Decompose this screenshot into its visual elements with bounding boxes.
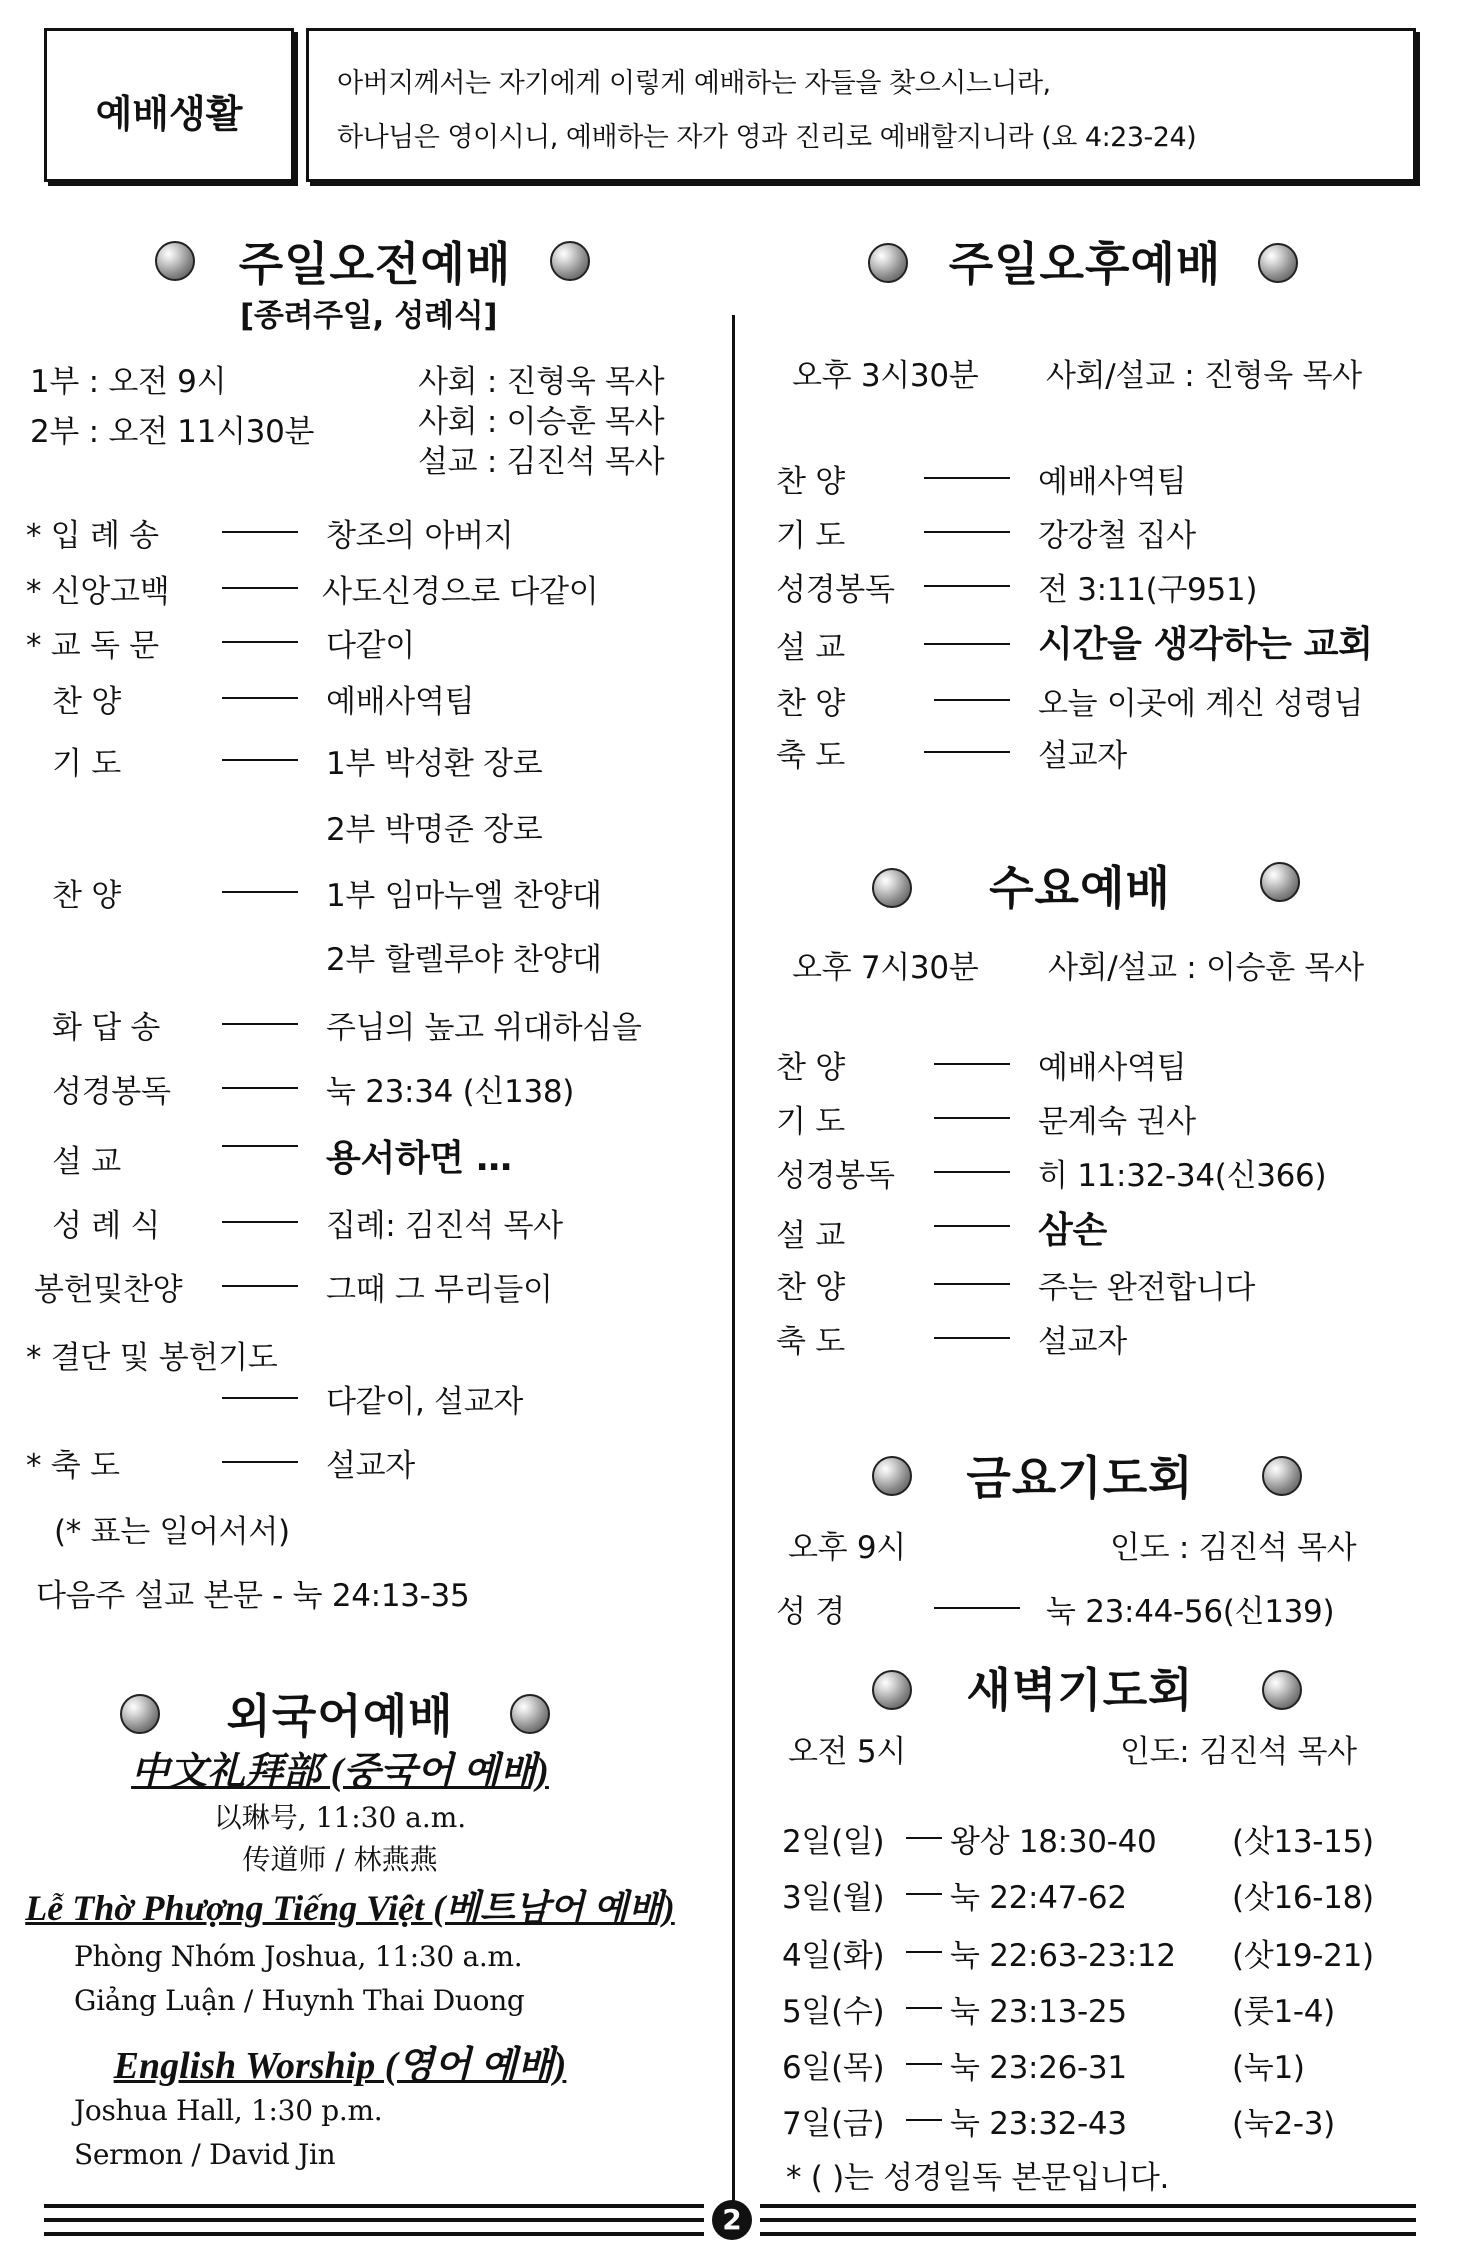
column-divider [732,315,735,2205]
verse-line-2: 하나님은 영이시니, 예배하는 자가 영과 진리로 예배할지니라 (요 4:23-24) [337,122,1197,153]
dash-line [222,697,298,699]
dash-line [934,1283,1010,1285]
dash-line [222,759,298,761]
dash-line [924,477,1010,479]
order-label: 설 교 [52,1144,121,1180]
dawn-leader: 인도: 김진석 목사 [1120,1734,1357,1770]
bullet-ball-icon [1258,243,1298,283]
dawn-ref: (삿13-15) [1232,1824,1374,1860]
order-value-2: 2부 할렐루야 찬양대 [326,942,602,978]
order-label: 화 답 송 [52,1010,161,1046]
dawn-text: 눅 23:13-25 [950,1994,1127,2030]
order-value: 전 3:11(구951) [1038,572,1258,608]
friday-scripture-label: 성 경 [776,1594,845,1630]
dash-line [222,891,298,893]
order-value: 1부 임마누엘 찬양대 [326,878,602,914]
order-label: 성경봉독 [52,1074,171,1110]
sermon-title: 용서하면 … [326,1138,512,1179]
dash-line [934,1607,1020,1609]
order-value: 오늘 이곳에 계신 성령님 [1038,686,1364,722]
order-label: * 입 례 송 [26,518,159,554]
dash-line [924,585,1010,587]
bullet-ball-icon [872,868,912,908]
dash-line [222,1285,298,1287]
order-value: 주님의 높고 위대하심을 [326,1010,642,1046]
order-label: * 교 독 문 [26,628,159,664]
dawn-ref: (눅2-3) [1232,2106,1335,2142]
order-label: 기 도 [776,1104,845,1140]
chinese-worship-title: 中文礼拜部 (중국어 예배) [131,1751,549,1793]
vietnamese-worship-line2: Giảng Luận / Huynh Thai Duong [74,1984,525,2017]
footer-rule-left [44,2218,704,2222]
leader-3: 설교 : 김진석 목사 [418,444,665,480]
dash-line [906,2007,942,2009]
header-title-box [44,28,294,182]
order-label: 성경봉독 [776,1158,895,1194]
dash-line [906,2119,942,2121]
dash-line [934,1337,1010,1339]
bullet-ball-icon [868,243,908,283]
sermon-title: 삼손 [1038,1210,1107,1251]
order-value: 다같이 [326,628,415,664]
dash-line [906,1837,942,1839]
order-label: 설 교 [776,1218,845,1254]
dawn-title: 새벽기도회 [966,1663,1194,1717]
wednesday-leader: 사회/설교 : 이승훈 목사 [1048,950,1364,986]
order-value: 예배사역팀 [1038,1050,1187,1086]
leader-1: 사회 : 진형욱 목사 [418,364,665,400]
bullet-ball-icon [155,241,195,281]
dawn-text: 눅 23:32-43 [950,2106,1127,2142]
dawn-note: * ( )는 성경일독 본문입니다. [786,2160,1170,2196]
dawn-text: 눅 23:26-31 [950,2050,1127,2086]
header-verse-box [306,28,1416,182]
dash-line [222,1087,298,1089]
vietnamese-worship-title: Lễ Thờ Phượng Tiếng Việt (베트남어 예배) [25,1888,675,1928]
order-label: 성 례 식 [52,1208,161,1244]
dawn-ref: (삿16-18) [1232,1880,1374,1916]
order-label: 봉헌및찬양 [34,1272,183,1308]
sunday-afternoon-title: 주일오후예배 [948,237,1222,291]
friday-title: 금요기도회 [966,1451,1194,1505]
footer-rule-right [760,2218,1416,2222]
order-value: 눅 23:34 (신138) [326,1074,575,1110]
dash-line [222,1397,298,1399]
dash-line [934,1117,1010,1119]
order-value: 다같이, 설교자 [326,1384,523,1420]
dash-line [924,643,1010,645]
dash-line [934,699,1010,701]
order-label: 찬 양 [52,684,121,720]
footer-rule-left [44,2232,704,2236]
order-value: 설교자 [1038,1324,1127,1360]
bullet-ball-icon [510,1694,550,1734]
order-label: * 결단 및 봉헌기도 [26,1340,278,1376]
order-value: 예배사역팀 [326,684,475,720]
dash-line [924,751,1010,753]
footer-rule-right [760,2232,1416,2236]
order-label: * 신앙고백 [26,574,170,610]
order-value: 창조의 아버지 [326,518,514,554]
order-value: 그때 그 무리들이 [326,1272,553,1308]
dash-line [934,1063,1010,1065]
order-label: 찬 양 [776,686,845,722]
dash-line [222,1023,298,1025]
dawn-text: 눅 22:63-23:12 [950,1938,1176,1974]
order-value-2: 2부 박명준 장로 [326,812,543,848]
dawn-day: 3일(월) [782,1880,885,1916]
dash-line [222,641,298,643]
dawn-day: 4일(화) [782,1938,885,1974]
dawn-day: 5일(수) [782,1994,885,2030]
dawn-ref: (삿19-21) [1232,1938,1374,1974]
chinese-worship-line2: 传道师 / 林燕燕 [242,1843,438,1876]
service-time-1: 1부 : 오전 9시 [30,364,227,400]
friday-time: 오후 9시 [788,1530,906,1566]
dawn-text: 눅 22:47-62 [950,1880,1127,1916]
order-label: 축 도 [776,738,845,774]
english-worship-line2: Sermon / David Jin [74,2138,336,2171]
dash-line [222,1221,298,1223]
dash-line [906,1951,942,1953]
order-value: 히 11:32-34(신366) [1038,1158,1327,1194]
english-worship-line1: Joshua Hall, 1:30 p.m. [74,2094,383,2127]
order-value: 주는 완전합니다 [1038,1270,1256,1306]
dash-line [222,587,298,589]
dash-line [906,2063,942,2065]
dawn-day: 7일(금) [782,2106,885,2142]
leader-2: 사회 : 이승훈 목사 [418,404,665,440]
order-label: * 축 도 [26,1448,120,1484]
order-label: 찬 양 [776,1270,845,1306]
dash-line [934,1225,1010,1227]
order-label: 성경봉독 [776,572,895,608]
order-label: 기 도 [776,518,845,554]
dash-line [222,1461,298,1463]
order-label: 찬 양 [776,464,845,500]
bullet-ball-icon [1262,1456,1302,1496]
sunday-morning-title: 주일오전예배 [238,237,512,291]
order-label: 설 교 [776,630,845,666]
order-value: 강강철 집사 [1038,518,1196,554]
order-value: 예배사역팀 [1038,464,1187,500]
dawn-ref: (눅1) [1232,2050,1305,2086]
bullet-ball-icon [872,1670,912,1710]
dawn-day: 6일(목) [782,2050,885,2086]
english-worship-title: English Worship (영어 예배) [113,2045,567,2087]
footer-rule-right [760,2204,1416,2208]
dawn-time: 오전 5시 [788,1734,906,1770]
bullet-ball-icon [1260,862,1300,902]
page-number: 2 [712,2200,752,2240]
sermon-title: 시간을 생각하는 교회 [1038,624,1373,665]
afternoon-time: 오후 3시30분 [792,358,979,394]
dawn-text: 왕상 18:30-40 [950,1824,1157,1860]
dash-line [222,1145,298,1147]
bullet-ball-icon [1262,1670,1302,1710]
bullet-ball-icon [120,1694,160,1734]
order-label: 기 도 [52,746,121,782]
dash-line [934,1171,1010,1173]
order-value: 집례: 김진석 목사 [326,1208,563,1244]
bullet-ball-icon [550,241,590,281]
order-value: 문계숙 권사 [1038,1104,1196,1140]
order-label: 축 도 [776,1324,845,1360]
order-value: 설교자 [326,1448,415,1484]
dawn-ref: (룻1-4) [1232,1994,1335,2030]
next-week-text: 다음주 설교 본문 - 눅 24:13-35 [36,1578,470,1614]
standing-note: (* 표는 일어서서) [54,1514,290,1550]
order-value: 1부 박성환 장로 [326,746,543,782]
order-label: 찬 양 [776,1050,845,1086]
dash-line [924,531,1010,533]
header-title: 예배생활 [95,92,243,136]
verse-line-1: 아버지께서는 자기에게 이렇게 예배하는 자들을 찾으시느니라, [337,68,1051,99]
foreign-title: 외국어예배 [226,1689,454,1743]
service-time-2: 2부 : 오전 11시30분 [30,414,315,450]
order-value: 사도신경으로 다같이 [322,574,599,610]
afternoon-leader: 사회/설교 : 진형욱 목사 [1046,358,1362,394]
wednesday-title: 수요예배 [989,861,1171,915]
chinese-worship-line1: 以琳号, 11:30 a.m. [213,1801,467,1834]
bullet-ball-icon [872,1456,912,1496]
dawn-day: 2일(일) [782,1824,885,1860]
friday-leader: 인도 : 김진석 목사 [1110,1530,1357,1566]
wednesday-time: 오후 7시30분 [792,950,979,986]
order-value: 설교자 [1038,738,1127,774]
footer-rule-left [44,2204,704,2208]
dash-line [222,531,298,533]
vietnamese-worship-line1: Phòng Nhóm Joshua, 11:30 a.m. [74,1940,523,1973]
sunday-morning-subtitle: [종려주일, 성례식] [240,298,498,334]
dash-line [906,1893,942,1895]
order-label: 찬 양 [52,878,121,914]
friday-scripture: 눅 23:44-56(신139) [1046,1594,1335,1630]
